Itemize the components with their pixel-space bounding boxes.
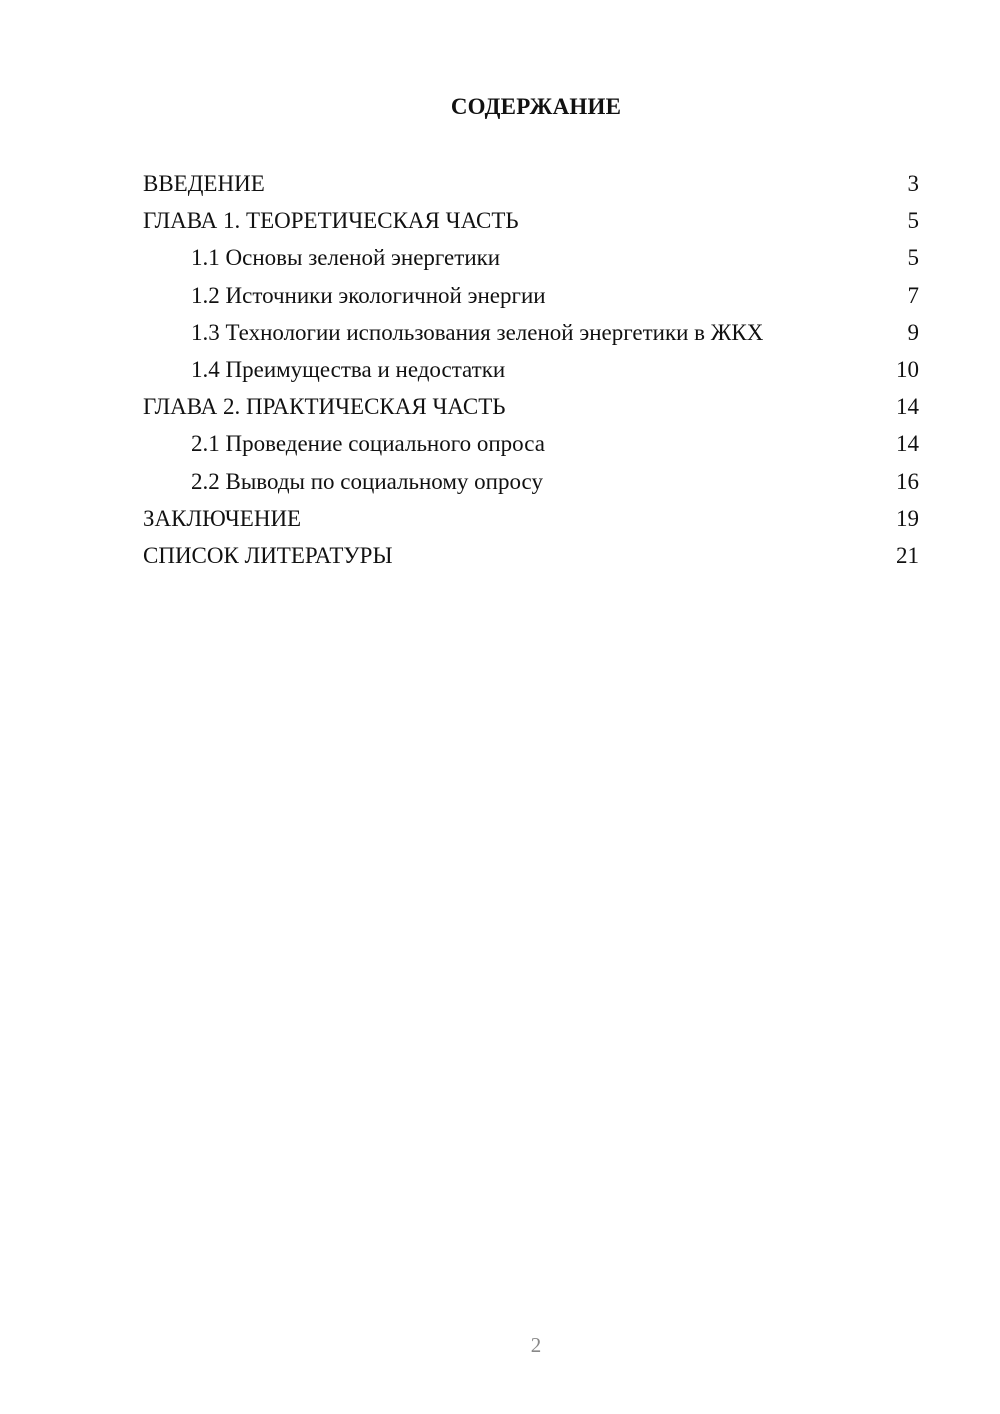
- toc-entry-page: 7: [907, 282, 919, 308]
- toc-entry-page: 10: [896, 356, 919, 382]
- toc-entry-chapter-2[interactable]: [143, 388, 919, 425]
- toc-entry-page: 21: [896, 542, 919, 568]
- toc-entry-label: ЗАКЛЮЧЕНИЕ: [143, 505, 302, 531]
- toc-entry-section-1-4[interactable]: [143, 351, 919, 388]
- toc-entry-label: 2.2 Выводы по социальному опросу: [191, 468, 543, 494]
- toc-entry-label: 1.3 Технологии использования зеленой энергетики в ЖКХ: [191, 319, 764, 345]
- table-of-contents: [143, 165, 919, 574]
- toc-entry-page: 16: [896, 468, 919, 494]
- toc-entry-chapter-1[interactable]: [143, 202, 919, 239]
- toc-entry-page: 19: [896, 505, 919, 531]
- toc-entry-label: 1.4 Преимущества и недостатки: [191, 356, 506, 382]
- toc-entry-section-1-3[interactable]: [143, 314, 919, 351]
- toc-entry-page: 5: [907, 208, 919, 234]
- toc-entry-section-2-1[interactable]: [143, 425, 919, 462]
- toc-entry-section-1-1[interactable]: [143, 239, 919, 276]
- toc-entry-section-1-2[interactable]: [143, 277, 919, 314]
- toc-entry-label: ГЛАВА 2. ПРАКТИЧЕСКАЯ ЧАСТЬ: [143, 394, 506, 420]
- toc-entry-page: 14: [896, 394, 919, 420]
- toc-entry-page: 5: [907, 245, 919, 271]
- toc-entry-label: 2.1 Проведение социального опроса: [191, 431, 545, 457]
- toc-entry-introduction[interactable]: [143, 165, 919, 202]
- toc-entry-label: СПИСОК ЛИТЕРАТУРЫ: [143, 542, 393, 568]
- toc-entry-section-2-2[interactable]: [143, 463, 919, 500]
- toc-entry-label: ВВЕДЕНИЕ: [143, 171, 265, 196]
- toc-entry-page: 14: [896, 431, 919, 457]
- page-title: СОДЕРЖАНИЕ: [450, 94, 622, 119]
- toc-entry-label: 1.1 Основы зеленой энергетики: [191, 245, 501, 271]
- toc-entry-label: 1.2 Источники экологичной энергии: [191, 282, 546, 308]
- toc-entry-label: ГЛАВА 1. ТЕОРЕТИЧЕСКАЯ ЧАСТЬ: [143, 208, 519, 234]
- toc-entry-page: 3: [907, 171, 919, 196]
- toc-entry-page: 9: [907, 319, 919, 345]
- toc-entry-conclusion[interactable]: [143, 500, 919, 537]
- page-number: 2: [530, 1333, 542, 1357]
- toc-entry-references[interactable]: [143, 537, 919, 574]
